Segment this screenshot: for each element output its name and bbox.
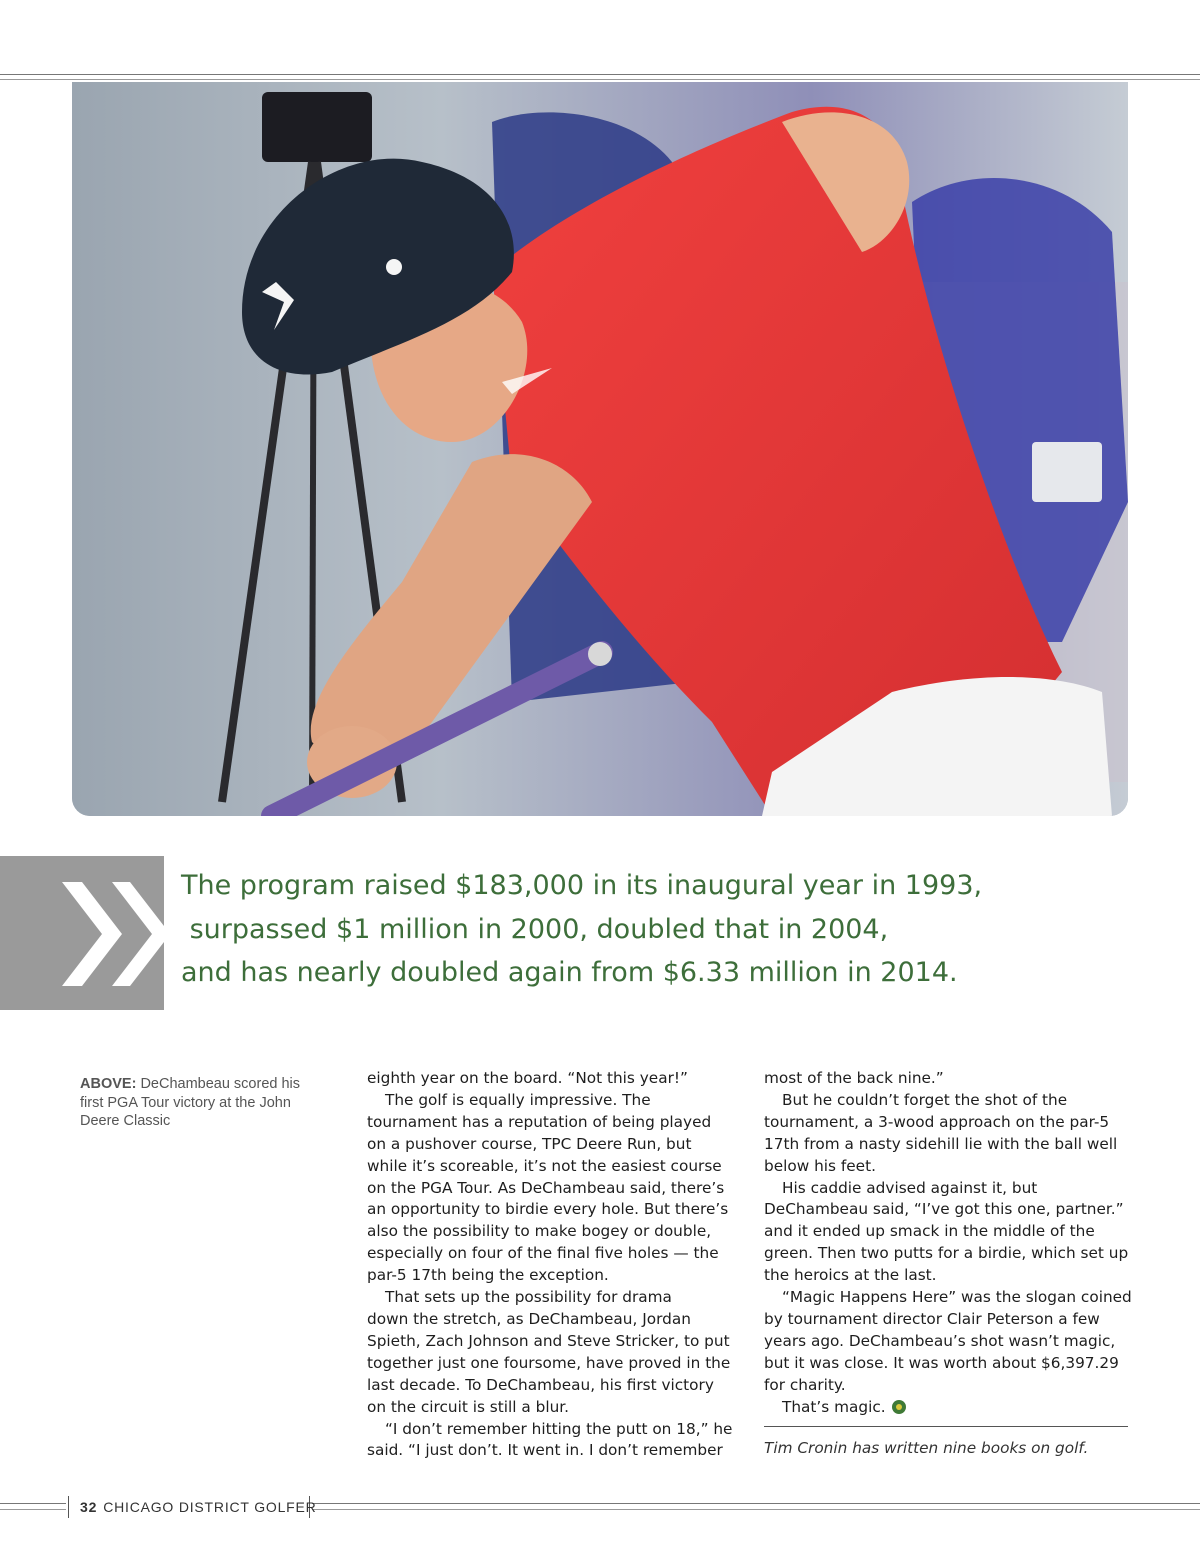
text-line: together just one foursome, have proved in the bbox=[367, 1353, 731, 1372]
text-line: but it was close. It was worth about $6,397.29 bbox=[764, 1353, 1119, 1372]
folio bbox=[80, 1499, 317, 1515]
footer-tick-left bbox=[68, 1496, 69, 1518]
text-line: “Magic Happens Here” was the slogan coined bbox=[782, 1288, 1132, 1307]
text-line: said. “I just don’t. It went in. I don’t remember bbox=[367, 1441, 723, 1460]
caption-lead: ABOVE: bbox=[80, 1076, 137, 1092]
text-line: on a pushover course, TPC Deere Run, but bbox=[367, 1134, 692, 1153]
double-chevron-icon bbox=[0, 856, 164, 1010]
page-number: 32 bbox=[80, 1499, 98, 1515]
magazine-name: CHICAGO DISTRICT GOLFER bbox=[103, 1499, 317, 1515]
pull-quote-line: and has nearly doubled again from $6.33 million in 2014. bbox=[181, 957, 958, 988]
bio-divider bbox=[764, 1426, 1128, 1427]
end-mark-icon bbox=[892, 1400, 906, 1414]
caption-text: DeChambeau scored his first PGA Tour victory at the John Deere Classic bbox=[80, 1076, 301, 1129]
text-line: Spieth, Zach Johnson and Steve Stricker, to put bbox=[367, 1331, 730, 1350]
text-line: especially on four of the final five holes — the bbox=[367, 1244, 719, 1263]
pull-quote-chevron-box bbox=[0, 856, 164, 1010]
golfer-illustration bbox=[72, 82, 1128, 816]
article-column-2 bbox=[764, 1068, 1144, 1419]
text-line: But he couldn’t forget the shot of the bbox=[782, 1090, 1068, 1109]
text-line: The golf is equally impressive. The bbox=[385, 1090, 651, 1109]
text-line: His caddie advised against it, but bbox=[782, 1178, 1038, 1197]
article-column-1 bbox=[367, 1068, 737, 1462]
text-line: “I don’t remember hitting the putt on 18,” he bbox=[385, 1419, 733, 1438]
text-line: That sets up the possibility for drama bbox=[385, 1288, 672, 1307]
text-line: below his feet. bbox=[764, 1156, 876, 1175]
header-rule-secondary bbox=[0, 79, 1200, 80]
text-line: last decade. To DeChambeau, his first victory bbox=[367, 1375, 714, 1394]
text-line: green. Then two putts for a birdie, which set up bbox=[764, 1244, 1129, 1263]
text-line: most of the back nine.” bbox=[764, 1069, 944, 1087]
photo-caption bbox=[80, 1075, 320, 1131]
pull-quote bbox=[181, 864, 1141, 995]
text-line: 17th from a nasty sidehill lie with the ball well bbox=[764, 1134, 1118, 1153]
text-line: tournament has a reputation of being played bbox=[367, 1112, 712, 1131]
text-line: tournament, a 3-wood approach on the par-5 bbox=[764, 1112, 1110, 1131]
text-line: on the PGA Tour. As DeChambeau said, there’s bbox=[367, 1178, 725, 1197]
text-line: DeChambeau said, “I’ve got this one, partner.” bbox=[764, 1200, 1124, 1219]
text-line: the heroics at the last. bbox=[764, 1266, 937, 1285]
text-line: down the stretch, as DeChambeau, Jordan bbox=[367, 1309, 691, 1328]
author-bio: Tim Cronin has written nine books on golf. bbox=[764, 1439, 1089, 1457]
text-line: while it’s scoreable, it’s not the easiest course bbox=[367, 1156, 722, 1175]
text-line: also the possibility to make bogey or double, bbox=[367, 1222, 712, 1241]
golfer-photo bbox=[72, 82, 1128, 816]
text-line: for charity. bbox=[764, 1375, 846, 1394]
text-line: eighth year on the board. “Not this year!” bbox=[367, 1069, 688, 1087]
text-line: par-5 17th being the exception. bbox=[367, 1266, 609, 1285]
header-rule bbox=[0, 74, 1200, 75]
text-line: and it ended up smack in the middle of the bbox=[764, 1222, 1095, 1241]
text-line: years ago. DeChambeau’s shot wasn’t magic, bbox=[764, 1331, 1116, 1350]
pull-quote-line: The program raised $183,000 in its inaugural year in 1993, bbox=[181, 870, 983, 901]
text-line: on the circuit is still a blur. bbox=[367, 1397, 570, 1416]
text-line-final bbox=[764, 1397, 1144, 1419]
pull-quote-line: surpassed $1 million in 2000, doubled that in 2004, bbox=[181, 913, 889, 945]
closing-line: That’s magic. bbox=[782, 1397, 886, 1416]
text-line: by tournament director Clair Peterson a few bbox=[764, 1309, 1100, 1328]
text-line: an opportunity to birdie every hole. But there’s bbox=[367, 1200, 729, 1219]
